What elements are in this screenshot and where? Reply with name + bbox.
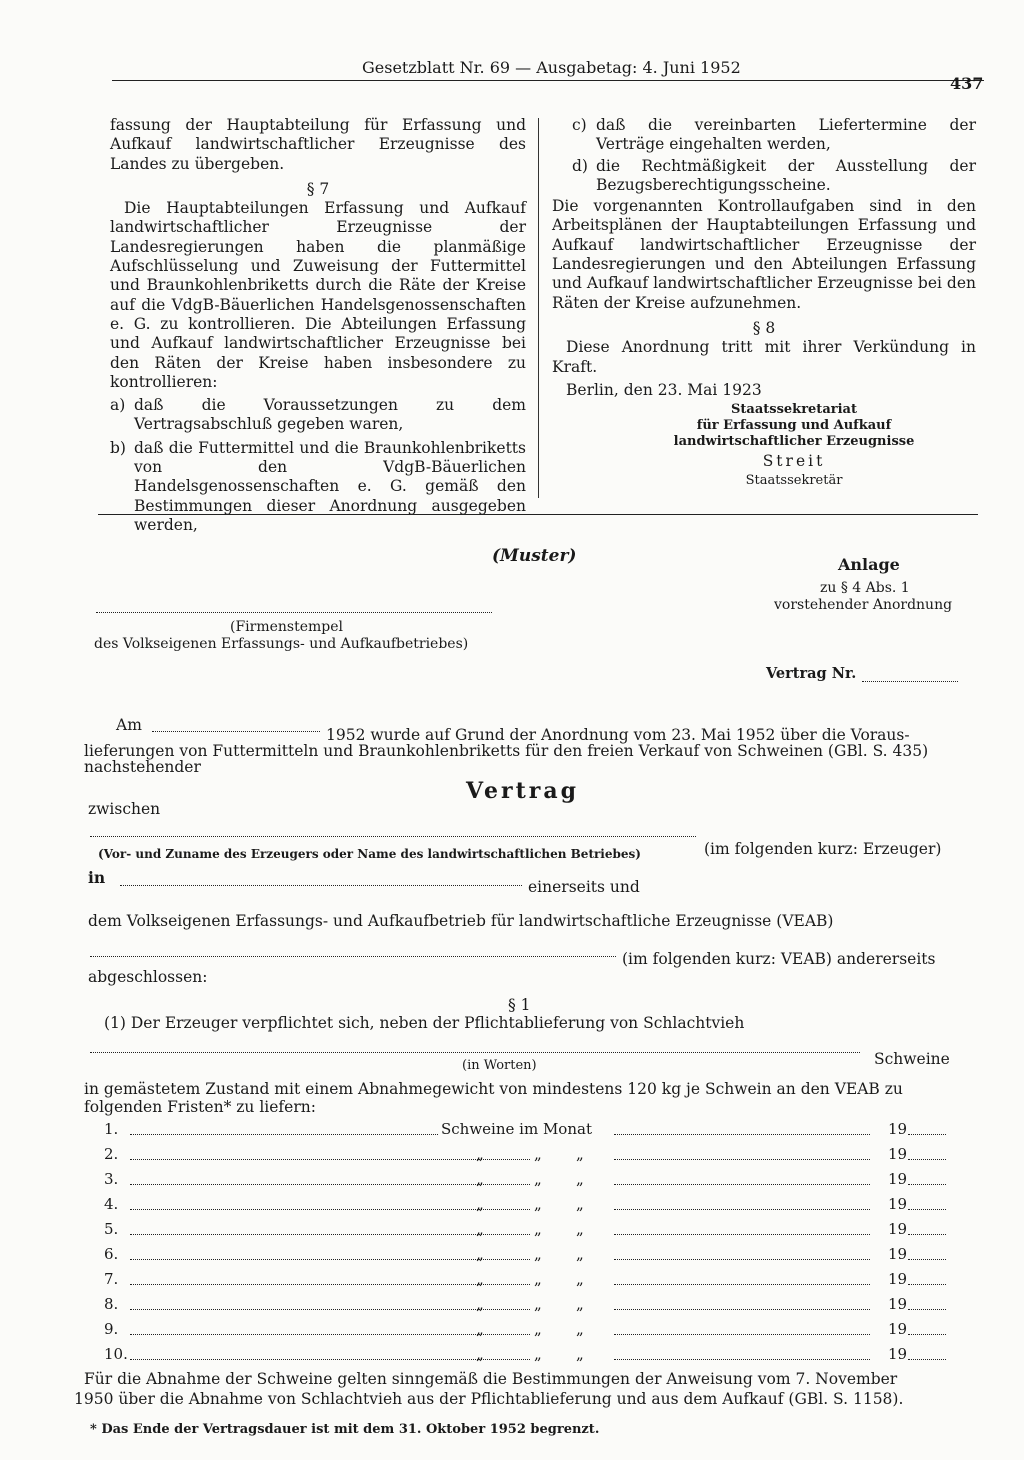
schedule-year-prefix: 19	[888, 1245, 908, 1263]
schedule-row-number: 6.	[104, 1245, 119, 1263]
item-b-text: daß die Futtermittel und die Braunkohlenbriketts von den VdgB-Bäuerlichen Handelsgenossenschaften e. G. gemäß den Bestimmungen dieser Anordnung ausgegeben werden,	[134, 438, 526, 534]
schedule-year-prefix: 19	[888, 1320, 908, 1338]
ditto-mark: „	[576, 1170, 584, 1188]
ditto-mark: „	[476, 1170, 484, 1188]
section-8-heading: § 8	[752, 318, 776, 337]
in-worten-caption: (in Worten)	[462, 1058, 537, 1073]
schedule-row	[104, 1195, 948, 1217]
item-d-text: die Rechtmäßigkeit der Ausstellung der Bezugsberechtigungsscheine.	[596, 156, 976, 194]
schedule-year-prefix: 19	[888, 1295, 908, 1313]
ditto-mark: „	[576, 1320, 584, 1338]
signature-org-line-2: für Erfassung und Aufkauf	[696, 418, 892, 434]
schedule-year-field[interactable]	[908, 1347, 946, 1360]
schedule-row-number: 2.	[104, 1145, 119, 1163]
signature-org-line-1: Staatssekretariat	[731, 402, 857, 418]
schedule-year-prefix: 19	[888, 1195, 908, 1213]
schedule-row	[104, 1270, 948, 1292]
item-b	[110, 439, 526, 535]
ditto-mark: „	[576, 1220, 584, 1238]
schedule-row-number: 9.	[104, 1320, 119, 1338]
schedule-row	[104, 1120, 948, 1142]
item-c-text: daß die vereinbarten Liefertermine der Verträge eingehalten werden,	[596, 116, 976, 154]
item-a	[110, 396, 526, 435]
section-7-text: Die Hauptabteilungen Erfassung und Aufkauf landwirtschaftlicher Erzeugnisse der Landesregierungen haben die planmäßige Aufschlüsselung und Zuweisung der Futtermittel und Braunkohlenbriketts durch die Räte der Kreise auf die VdgB-Bäuerlichen Handelsgenossenschaften e. G. zu kontrollieren. Die Abteilungen Erfassung und Aufkauf landwirtschaftlicher Erzeugnisse bei den Räten der Kreise haben insbesondere zu kontrollieren:	[110, 199, 526, 391]
ditto-mark: „	[534, 1220, 542, 1238]
veab-line: dem Volkseigenen Erfassungs- und Aufkaufbetrieb für landwirtschaftliche Erzeugnisse (VEAB)	[88, 912, 834, 930]
vertrag-nr-label: Vertrag Nr.	[766, 665, 857, 682]
item-b-label: b)	[110, 438, 126, 457]
schedule-row	[104, 1345, 948, 1367]
schedule-text: Schweine im Monat	[441, 1120, 592, 1138]
schedule-row	[104, 1145, 948, 1167]
schedule-month-field[interactable]	[614, 1222, 870, 1235]
schedule-row-number: 3.	[104, 1170, 119, 1188]
schedule-row-number: 1.	[104, 1120, 119, 1138]
erzeuger-name-field[interactable]	[90, 822, 696, 837]
right-column	[552, 116, 976, 491]
signature-title: Staatssekretär	[745, 473, 843, 489]
anlage-ref-2: vorstehender Anordnung	[774, 597, 953, 613]
ditto-mark: „	[534, 1145, 542, 1163]
schedule-year-field[interactable]	[908, 1172, 946, 1185]
erzeuger-ort-field[interactable]	[120, 871, 522, 886]
intro-line-1: 1952 wurde auf Grund der Anordnung vom 23. Mai 1952 über die Voraus-	[326, 726, 910, 744]
signature-block	[552, 402, 976, 450]
date-field[interactable]	[152, 717, 320, 732]
section-1-text: (1) Der Erzeuger verpflichtet sich, neben der Pflichtablieferung von Schlachtvieh	[104, 1014, 745, 1032]
section-7-heading: § 7	[306, 179, 330, 198]
ditto-mark: „	[576, 1345, 584, 1363]
anlage-ref-1: zu § 4 Abs. 1	[820, 580, 910, 596]
item-a-text: daß die Voraussetzungen zu dem Vertragsabschluß gegeben waren,	[134, 396, 526, 434]
ditto-mark: „	[476, 1245, 484, 1263]
schedule-count-field[interactable]	[130, 1247, 530, 1260]
ditto-mark: „	[534, 1270, 542, 1288]
schedule-month-field[interactable]	[614, 1172, 870, 1185]
schedule-row-number: 8.	[104, 1295, 119, 1313]
schweine-label: Schweine	[874, 1050, 950, 1068]
schedule-count-field[interactable]	[130, 1197, 530, 1210]
schedule-month-field[interactable]	[614, 1147, 870, 1160]
left-column	[110, 116, 526, 535]
ditto-mark: „	[476, 1145, 484, 1163]
left-intro: fassung der Hauptabteilung für Erfassung und Aufkauf landwirtschaftlicher Erzeugnisse des Landes zu übergeben.	[110, 116, 526, 173]
ditto-mark: „	[576, 1195, 584, 1213]
firmenstempel-field[interactable]	[96, 598, 492, 613]
schedule-row-number: 7.	[104, 1270, 119, 1288]
firmenstempel-caption-1: (Firmenstempel	[230, 619, 344, 635]
schedule-count-field[interactable]	[130, 1272, 530, 1285]
schedule-month-field[interactable]	[614, 1297, 870, 1310]
schedule-count-field[interactable]	[130, 1297, 530, 1310]
contract-title: Vertrag	[466, 778, 580, 804]
intro-line-3: nachstehender	[84, 758, 201, 776]
schedule-year-field[interactable]	[908, 1147, 946, 1160]
closing-line-2: 1950 über die Abnahme von Schlachtvieh aus der Pflichtablieferung und aus dem Aufkauf (GBl. S. 1158).	[74, 1390, 904, 1408]
page-number: 437	[950, 74, 984, 93]
ditto-mark: „	[476, 1345, 484, 1363]
item-a-label: a)	[110, 396, 126, 415]
schweine-count-field[interactable]	[90, 1038, 860, 1053]
schedule-year-prefix: 19	[888, 1120, 908, 1138]
abgeschlossen-label: abgeschlossen:	[88, 968, 208, 986]
schedule-count-field[interactable]	[130, 1122, 438, 1135]
schedule-month-field[interactable]	[614, 1247, 870, 1260]
schedule-count-field[interactable]	[130, 1172, 530, 1185]
schedule-year-field[interactable]	[908, 1222, 946, 1235]
section-1-heading: § 1	[508, 996, 531, 1014]
schedule-row	[104, 1220, 948, 1242]
zwischen-label: zwischen	[88, 800, 161, 818]
firmenstempel-caption-2: des Volkseigenen Erfassungs- und Aufkaufbetriebes)	[94, 636, 469, 652]
schedule-count-field[interactable]	[130, 1322, 530, 1335]
erzeuger-caption: (Vor- und Zuname des Erzeugers oder Name des landwirtschaftlichen Betriebes)	[98, 847, 641, 861]
anlage-title: Anlage	[838, 555, 900, 574]
schedule-row	[104, 1295, 948, 1317]
schedule-year-prefix: 19	[888, 1145, 908, 1163]
schedule-count-field[interactable]	[130, 1222, 530, 1235]
schedule-year-prefix: 19	[888, 1345, 908, 1363]
schedule-year-field[interactable]	[908, 1272, 946, 1285]
schedule-year-field[interactable]	[908, 1297, 946, 1310]
ditto-mark: „	[534, 1320, 542, 1338]
schedule-row	[104, 1170, 948, 1192]
veab-name-field[interactable]	[90, 942, 616, 957]
schedule-year-field[interactable]	[908, 1122, 946, 1135]
ditto-mark: „	[576, 1245, 584, 1263]
mast-line-1: in gemästetem Zustand mit einem Abnahmegewicht von mindestens 120 kg je Schwein an den VEAB zu	[84, 1080, 903, 1098]
ditto-mark: „	[476, 1320, 484, 1338]
schedule-year-prefix: 19	[888, 1270, 908, 1288]
item-d-label: d)	[572, 156, 588, 175]
schedule-row-number: 10.	[104, 1345, 128, 1363]
ditto-mark: „	[476, 1270, 484, 1288]
schedule-year-field[interactable]	[908, 1197, 946, 1210]
schedule-row	[104, 1320, 948, 1342]
signature-org-line-3: landwirtschaftlicher Erzeugnisse	[673, 434, 915, 450]
item-d	[552, 157, 976, 196]
schedule-year-prefix: 19	[888, 1170, 908, 1188]
signature-name: Streit	[762, 452, 826, 471]
ditto-mark: „	[534, 1245, 542, 1263]
place-date: Berlin, den 23. Mai 1923	[566, 380, 762, 399]
schedule-count-field[interactable]	[130, 1347, 530, 1360]
page-header: Gesetzblatt Nr. 69 — Ausgabetag: 4. Juni 1952	[362, 58, 741, 77]
einerseits-label: einerseits und	[528, 878, 640, 896]
item-c	[552, 116, 976, 155]
schedule-row-number: 4.	[104, 1195, 119, 1213]
ditto-mark: „	[476, 1195, 484, 1213]
schedule-year-field[interactable]	[908, 1247, 946, 1260]
schedule-year-prefix: 19	[888, 1220, 908, 1238]
ditto-mark: „	[476, 1295, 484, 1313]
ditto-mark: „	[534, 1170, 542, 1188]
footnote: * Das Ende der Vertragsdauer ist mit dem 31. Oktober 1952 begrenzt.	[90, 1422, 600, 1437]
schedule-month-field[interactable]	[614, 1322, 870, 1335]
header-rule	[112, 80, 984, 81]
schedule-month-field[interactable]	[614, 1197, 870, 1210]
mast-line-2: folgenden Fristen* zu liefern:	[84, 1098, 316, 1116]
ditto-mark: „	[476, 1220, 484, 1238]
schedule-row-number: 5.	[104, 1220, 119, 1238]
ditto-mark: „	[576, 1295, 584, 1313]
vertrag-nr-field[interactable]	[862, 667, 958, 682]
ditto-mark: „	[534, 1195, 542, 1213]
ditto-mark: „	[576, 1270, 584, 1288]
schedule-count-field[interactable]	[130, 1147, 530, 1160]
item-c-label: c)	[572, 116, 587, 134]
erzeuger-kurz: (im folgenden kurz: Erzeuger)	[704, 840, 942, 858]
control-text: Die vorgenannten Kontrollaufgaben sind in den Arbeitsplänen der Hauptabteilungen Erfassung und Aufkauf landwirtschaftlicher Erzeugnisse der Landesregierungen und den Abteilungen Erfassung und Aufkauf landwirtschaftlicher Erzeugnisse bei den Räten der Kreise aufzunehmen.	[552, 197, 976, 312]
section-8-text: Diese Anordnung tritt mit ihrer Verkündung in Kraft.	[552, 338, 976, 376]
schedule-month-field[interactable]	[614, 1347, 870, 1360]
in-label: in	[88, 868, 106, 887]
schedule-month-field[interactable]	[614, 1122, 870, 1135]
muster-label: (Muster)	[492, 546, 577, 566]
section-separator	[98, 514, 978, 515]
schedule-year-field[interactable]	[908, 1322, 946, 1335]
ditto-mark: „	[534, 1295, 542, 1313]
ditto-mark: „	[576, 1145, 584, 1163]
schedule-month-field[interactable]	[614, 1272, 870, 1285]
column-divider	[538, 118, 539, 498]
ditto-mark: „	[534, 1345, 542, 1363]
am-label: Am	[116, 716, 142, 734]
intro-line-2: lieferungen von Futtermitteln und Braunkohlenbriketts für den freien Verkauf von Schweinen (GBl. S. 435)	[84, 742, 929, 760]
closing-line-1: Für die Abnahme der Schweine gelten sinngemäß die Bestimmungen der Anweisung vom 7. November	[84, 1370, 898, 1388]
schedule-row	[104, 1245, 948, 1267]
veab-kurz: (im folgenden kurz: VEAB) andererseits	[622, 950, 936, 968]
